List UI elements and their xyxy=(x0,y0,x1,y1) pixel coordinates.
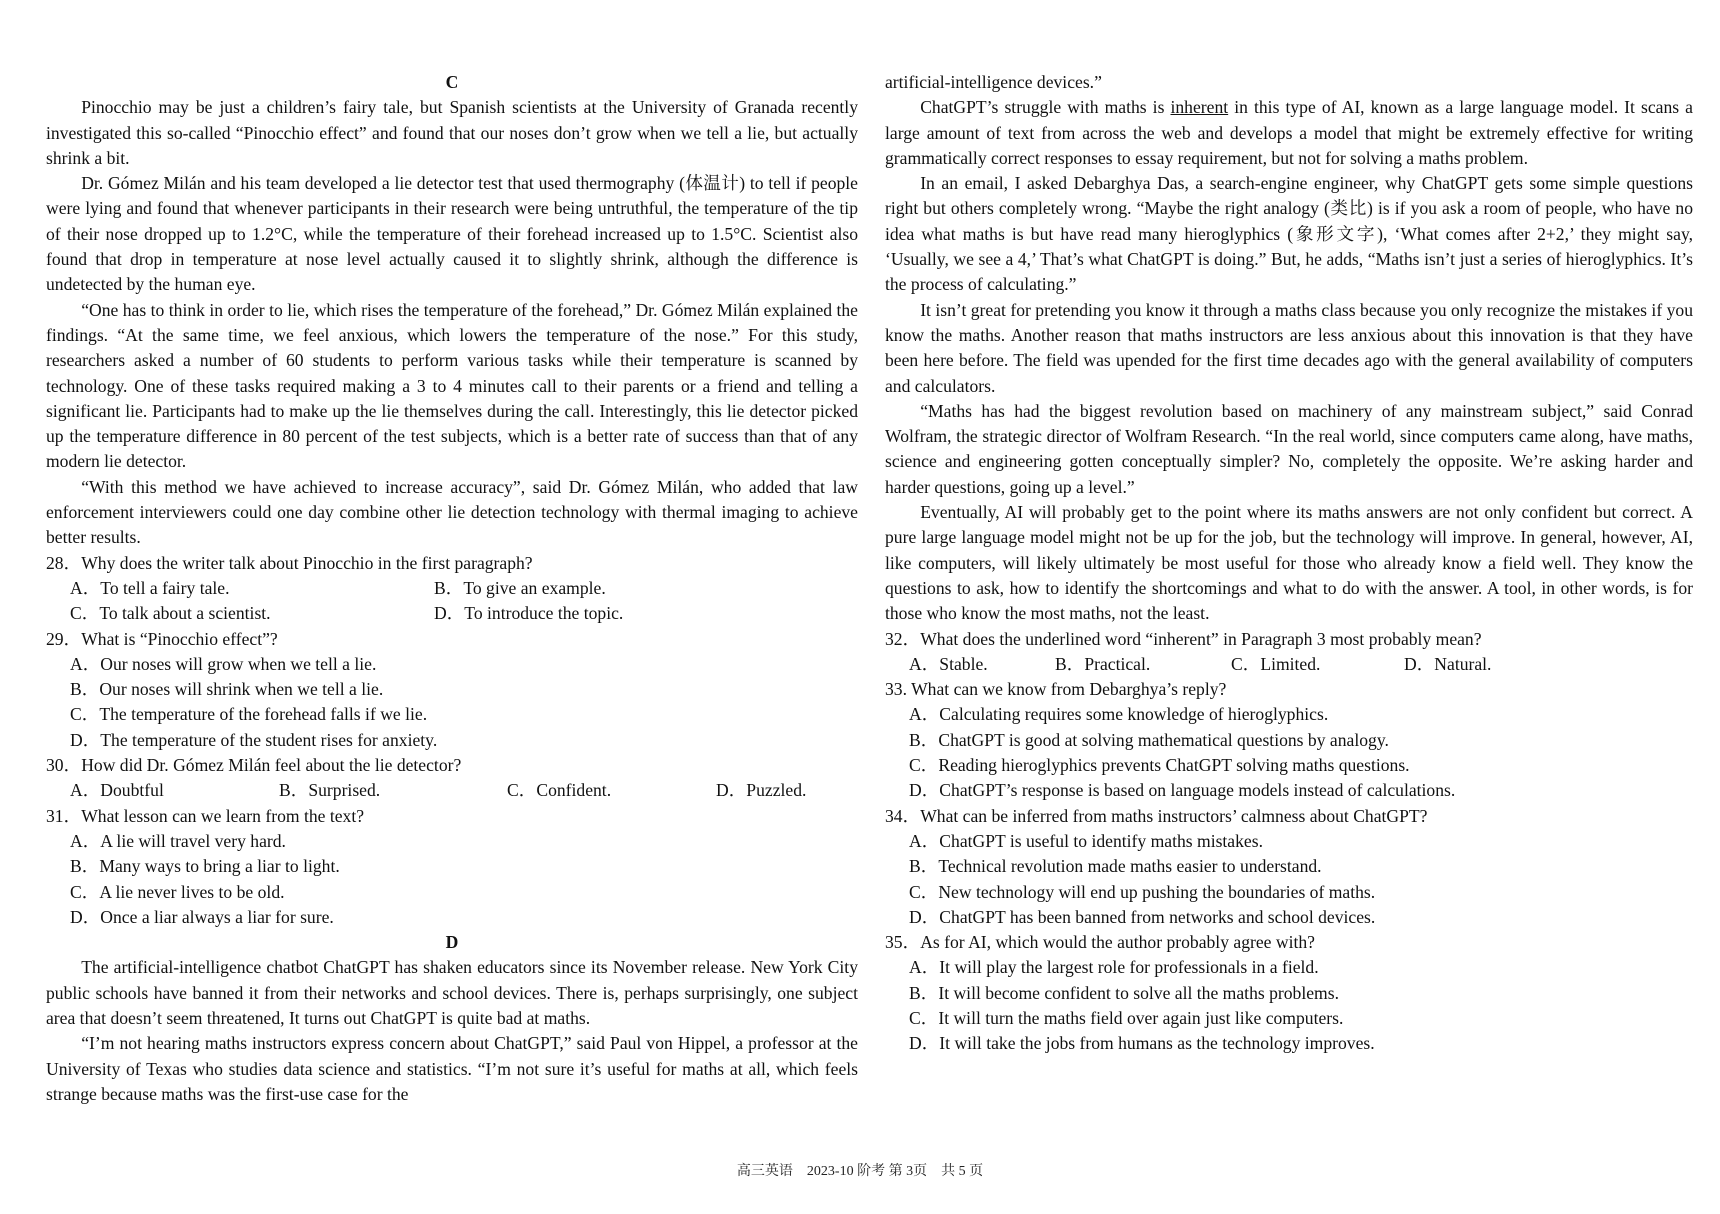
question-32-option-c: C．Limited. xyxy=(1231,653,1321,674)
question-28-stem: 28．Why does the writer talk about Pinocchio in the first paragraph? xyxy=(46,552,533,573)
section-d-paragraph-6: “Maths has had the biggest revolution based on machinery of any mainstream subject,” said Conrad Wolfram, the strategic director of Wolfram Research. “In the real world, since computers came along, have maths, science and engineering gotten conceptually simpler? No, completely the opposite. We’re asking harder and harder questions, going up a level.” xyxy=(885,400,1693,497)
question-32-option-b: B．Practical. xyxy=(1055,653,1151,674)
question-31-option-c: C．A lie never lives to be old. xyxy=(70,881,285,902)
question-33-option-a: A．Calculating requires some knowledge of hieroglyphics. xyxy=(909,704,1329,725)
question-28-option-b: B．To give an example. xyxy=(434,577,606,598)
question-33-option-c: C．Reading hieroglyphics prevents ChatGPT solving maths questions. xyxy=(909,755,1410,776)
section-c-paragraph-3: “One has to think in order to lie, which rises the temperature of the forehead,” Dr. Gómez Milán explained the findings. “At the same time, we feel anxious, which lowers the temperature of the nose.” For this study, researchers asked a number of 60 students to perform various tasks while their temperature is scanned by technology. One of these tasks required making a 3 to 4 minutes call to their parents or a friend and telling a significant lie. Participants had to make up the lie themselves during the call. Interestingly, this lie detector picked up the temperature difference in 80 percent of the test subjects, which is a better rate of success than that of any modern lie detector. xyxy=(46,299,858,472)
question-30-options-row xyxy=(46,778,858,803)
question-31-option-b: B．Many ways to bring a liar to light. xyxy=(70,856,340,877)
question-31-option-a: A．A lie will travel very hard. xyxy=(70,830,286,851)
question-30-option-b: B．Surprised. xyxy=(279,780,381,801)
question-33-option-d: D．ChatGPT’s response is based on language models instead of calculations. xyxy=(909,780,1456,801)
question-32-option-d: D．Natural. xyxy=(1404,653,1492,674)
left-column xyxy=(46,70,858,1107)
question-29-stem: 29．What is “Pinocchio effect”? xyxy=(46,628,278,649)
question-29-option-c: C．The temperature of the forehead falls if we lie. xyxy=(70,704,428,725)
section-d-paragraph-7: Eventually, AI will probably get to the point where its maths answers are not only confident but correct. A pure large language model might not be up for the job, but the technology will improve. In general, however, AI, like computers, will likely ultimately be most useful for those who already know a field well. They know the questions to ask, how to identify the shortcomings and what to do with the answer. A tool, in other words, is for those who know the most maths, not the least. xyxy=(885,502,1693,624)
paragraph-3-text-before: ChatGPT’s struggle with maths is xyxy=(920,97,1171,118)
question-30-option-c: C．Confident. xyxy=(507,780,612,801)
underlined-word-inherent: inherent xyxy=(1170,97,1229,118)
question-35-option-a: A．It will play the largest role for professionals in a field. xyxy=(909,957,1319,978)
section-d-paragraph-2-start: “I’m not hearing maths instructors express concern about ChatGPT,” said Paul von Hippel, a professor at the University of Texas who studies data science and statistics. “I’m not sure it’s useful for maths at all, which feels strange because maths was the first-use case for the xyxy=(46,1033,858,1104)
paragraph-3-text-after: in this type of AI, known as a large language model. It scans a large amount of text from across the web and develops a model that might be extremely effective for writing grammatically correct responses to essay requirement, but not for solving a maths problem. xyxy=(885,97,1693,168)
question-32-stem: 32．What does the underlined word “inherent” in Paragraph 3 most probably mean? xyxy=(885,628,1482,649)
question-35-option-c: C．It will turn the maths field over again just like computers. xyxy=(909,1007,1344,1028)
question-33-stem: 33. What can we know from Debarghya’s reply? xyxy=(885,679,1227,700)
question-28-option-a: A．To tell a fairy tale. xyxy=(70,577,230,598)
question-32-options-row xyxy=(885,652,1693,677)
question-28-options-row-1 xyxy=(46,576,858,601)
section-c-paragraph-2: Dr. Gómez Milán and his team developed a lie detector test that used thermography (体温计) to tell if people were lying and found that whenever participants in their research were being untruthful, the temperature of the tip of their nose dropped up to 1.2°C, while the temperature of their forehead increased up to 1.5°C. Scientist also found that drop in temperature at nose level actually caused it to slightly shrink, although the difference is undetected by the human eye. xyxy=(46,173,858,295)
question-31-option-d: D．Once a liar always a liar for sure. xyxy=(70,906,334,927)
question-31-stem: 31．What lesson can we learn from the text? xyxy=(46,805,365,826)
question-30-option-a: A．Doubtful xyxy=(70,780,164,801)
question-30-stem: 30．How did Dr. Gómez Milán feel about the lie detector? xyxy=(46,755,462,776)
question-34-option-b: B．Technical revolution made maths easier to understand. xyxy=(909,856,1322,877)
question-29-option-d: D．The temperature of the student rises for anxiety. xyxy=(70,729,438,750)
question-32-option-a: A．Stable. xyxy=(909,653,988,674)
question-34-option-c: C．New technology will end up pushing the boundaries of maths. xyxy=(909,881,1376,902)
question-33-option-b: B．ChatGPT is good at solving mathematical questions by analogy. xyxy=(909,729,1389,750)
section-d-paragraph-4: In an email, I asked Debarghya Das, a search-engine engineer, why ChatGPT gets some simple questions right but others completely wrong. “Maybe the right analogy (类比) is if you ask a room of people, who have no idea what maths is but have read many hieroglyphics (象形文字), ‘What comes after 2+2,’ they might say, ‘Usually, we see a 4,’ That’s what ChatGPT is doing.” But, he adds, “Maths isn’t just a series of hieroglyphics. It’s the process of calculating.” xyxy=(885,173,1693,295)
section-d-title: D xyxy=(445,932,459,953)
section-d-paragraph-2-end: artificial-intelligence devices.” xyxy=(885,72,1102,92)
question-34-stem: 34．What can be inferred from maths instructors’ calmness about ChatGPT? xyxy=(885,805,1428,826)
section-c-paragraph-1: Pinocchio may be just a children’s fairy tale, but Spanish scientists at the University of Granada recently investigated this so-called “Pinocchio effect” and found that our noses don’t grow when we tell a lie, but actually shrink a bit. xyxy=(46,97,858,168)
section-c-title: C xyxy=(445,72,459,92)
question-35-stem: 35．As for AI, which would the author probably agree with? xyxy=(885,932,1315,953)
question-28-options-row-2 xyxy=(46,601,858,626)
section-d-paragraph-1: The artificial-intelligence chatbot ChatGPT has shaken educators since its November release. New York City public schools have banned it from their networks and school devices. There is, perhaps surprisingly, one subject area that doesn’t seem threatened, It turns out ChatGPT is quite bad at maths. xyxy=(46,957,858,1028)
question-35-option-b: B．It will become confident to solve all the maths problems. xyxy=(909,982,1339,1003)
question-29-option-b: B．Our noses will shrink when we tell a lie. xyxy=(70,679,384,700)
page-footer: 高三英语 2023-10 阶考 第 3页 共 5 页 xyxy=(736,1164,984,1179)
question-34-option-a: A．ChatGPT is useful to identify maths mistakes. xyxy=(909,830,1263,851)
section-d-paragraph-3 xyxy=(885,95,1693,171)
question-30-option-d: D．Puzzled. xyxy=(716,780,807,801)
question-28-option-d: D．To introduce the topic. xyxy=(434,603,624,624)
question-35-option-d: D．It will take the jobs from humans as the technology improves. xyxy=(909,1033,1375,1054)
question-29-option-a: A．Our noses will grow when we tell a lie. xyxy=(70,653,377,674)
question-34-option-d: D．ChatGPT has been banned from networks and school devices. xyxy=(909,906,1376,927)
question-28-option-c: C．To talk about a scientist. xyxy=(70,603,271,624)
section-c-paragraph-4: “With this method we have achieved to increase accuracy”, said Dr. Gómez Milán, who added that law enforcement interviewers could one day combine other lie detection technology with thermal imaging to achieve better results. xyxy=(46,476,858,548)
right-column xyxy=(885,70,1693,1057)
section-d-paragraph-5: It isn’t great for pretending you know it through a maths class because you only recognize the mistakes if you know the maths. Another reason that maths instructors are less anxious about this innovation is that they have been here before. The field was upended for the first time decades ago with the general availability of computers and calculators. xyxy=(885,299,1693,396)
